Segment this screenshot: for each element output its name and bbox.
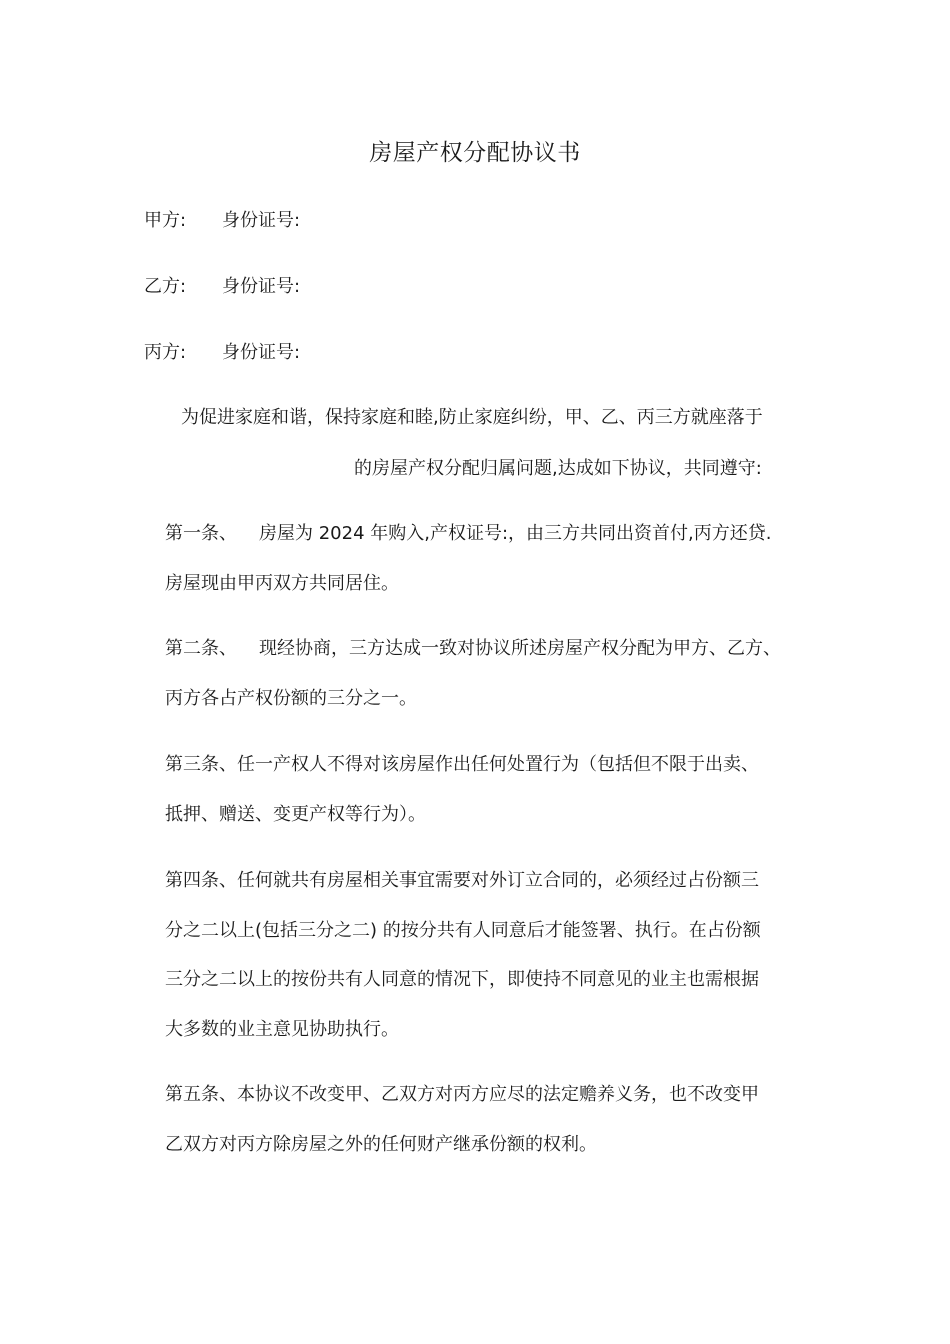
- party-b-row: [144, 274, 300, 300]
- party-c-row: [144, 340, 300, 366]
- clause-5-line-2: 乙双方对丙方除房屋之外的任何财产继承份额的权利。: [165, 1134, 597, 1155]
- clause-1-heading: 第一条、: [165, 523, 237, 544]
- party-b-label: 乙方:: [144, 276, 187, 297]
- clause-3-line-1: [165, 752, 759, 778]
- document-title: 房屋产权分配协议书: [369, 140, 581, 166]
- clause-1-text: 房屋为 2024 年购入,产权证号:，由三方共同出资首付,丙方还贷.: [259, 523, 772, 544]
- clause-5-text: 本协议不改变甲、乙双方对丙方应尽的法定赡养义务，也不改变甲: [237, 1084, 759, 1105]
- intro-line-1: 为促进家庭和谐，保持家庭和睦,防止家庭纠纷，甲、乙、丙三方就座落于: [181, 407, 763, 428]
- clause-3-line-2: 抵押、赠送、变更产权等行为）。: [165, 804, 426, 825]
- clause-4-line-3: 三分之二以上的按份共有人同意的情况下，即使持不同意见的业主也需根据: [165, 969, 759, 990]
- clause-2-line-2: 丙方各占产权份额的三分之一。: [165, 688, 417, 709]
- clause-1-line-2: 房屋现由甲丙双方共同居住。: [165, 573, 399, 594]
- clause-4-line-2: 分之二以上(包括三分之二) 的按分共有人同意后才能签署、执行。在占份额: [165, 920, 761, 941]
- intro-line-2: 的房屋产权分配归属问题,达成如下协议，共同遵守:: [354, 458, 762, 479]
- party-a-id-label: 身份证号:: [222, 210, 301, 231]
- clause-5-heading: 第五条、: [165, 1084, 237, 1105]
- party-a-row: [144, 208, 300, 234]
- party-c-label: 丙方:: [144, 342, 187, 363]
- clause-2-text: 现经协商，三方达成一致对协议所述房屋产权分配为甲方、乙方、: [259, 638, 781, 659]
- clause-1-line-1: [165, 521, 771, 547]
- clause-4-heading: 第四条、: [165, 870, 237, 891]
- clause-5-line-1: [165, 1082, 759, 1108]
- clause-2-heading: 第二条、: [165, 638, 237, 659]
- party-c-id-label: 身份证号:: [222, 342, 301, 363]
- clause-3-text: 任一产权人不得对该房屋作出任何处置行为（包括但不限于出卖、: [237, 754, 759, 775]
- clause-3-heading: 第三条、: [165, 754, 237, 775]
- party-a-label: 甲方:: [144, 210, 187, 231]
- clause-4-line-1: [165, 868, 759, 894]
- clause-4-line-4: 大多数的业主意见协助执行。: [165, 1019, 399, 1040]
- clause-2-line-1: [165, 636, 781, 662]
- clause-4-text: 任何就共有房屋相关事宜需要对外订立合同的，必须经过占份额三: [237, 870, 759, 891]
- party-b-id-label: 身份证号:: [222, 276, 301, 297]
